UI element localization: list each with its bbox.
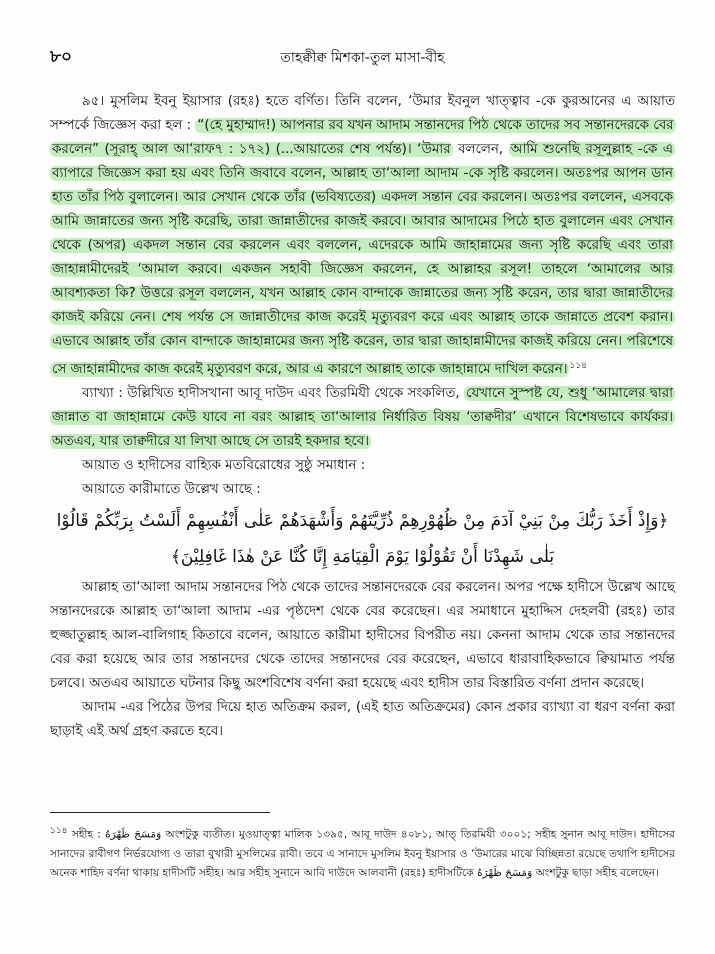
closing-paragraph: আদাম -এর পিঠের উপর দিয়ে হাত অতিক্রম করল, (এই হাত অতিক্রমের) কোন প্রকার ব্যাখ্যা বা ধরণ বর্ণনা করা ছাড়াই এই অর্থ গ্রহণ করতে হবে। (50, 700, 675, 740)
page-number: ৮০ (50, 47, 73, 67)
explanation-paragraph (50, 382, 675, 454)
verse-intro: আয়াতে কারীমাতে উল্লেখ আছে : (82, 482, 261, 498)
book-title: তাহক্বীক্ব মিশকা-তুল মাসা-বীহ (280, 50, 445, 66)
footnote-divider (50, 812, 270, 813)
resolution-paragraph: আল্লাহ তা‘আলা আদাম সন্তানদের পিঠ থেকে তাদের সন্তানদেরকে বের করলেন। অপর পক্ষে হাদীসে উল্লেখ আছে সন্তানদেরকে আল্লাহ তা‘আলা আদাম -এর পৃষ্ঠদেশ থেকে বের করেছেন। এর সমাধানে মুহাদ্দিস দেহলবী (রহঃ) তার হুজ্জাতুল্লাহ আল-বালিগাহ কিতাবে বলেন, আয়াতে কারীমা হাদীসের বিপরীত নয়। কেননা আদাম থেকে তার সন্তানদের বের করা হয়েছে আর তার সন্তানদের থেকে তাদের সন্তানদের বের করেছেন, এভাবে ধারাবাহিকভাবে ক্বিয়ামাত পর্যন্ত চলবে। অতএব আয়াতে ঘটনার কিছু অংশবিশেষ বর্ণনা করা হয়েছে এবং হাদীস তার বিস্তারিত বর্ণনা প্রদান করেছে। (50, 580, 675, 692)
highlighted-quote: “(হে মুহাম্মাদ!) আপনার রব যখন আদাম সন্তানদের পিঠ থেকে তাদের সব সন্তানদেরকে বের করলেন” (সূরাহ্‌ আল আ‘রাফ৭ : ১৭২) (...আয়াতের শেষ পর্যন্ত)। ‘উমার (52, 118, 674, 157)
footnote (50, 822, 675, 883)
highlighted-hadith: আমি শুনেছি রসূলুল্লাহ -কে এ ব্যাপারে জিজ্ঞেস করা হয় এবং তিনি জবাবে বলেন, আল্লাহ তা‘আলা আদাম -কে সৃষ্টি করলেন। অতঃপর আপন ডান হাত তাঁর পিঠ বুলালেন। আর সেখান থেকে তাঁর (ভবিষ্যতের) একদল সন্তান বের করলেন। অতঃপর বললেন, এসবকে আমি জান্নাতের জন্য সৃষ্টি করেছি, তারা জান্নাতীদের কাজই করবে। আবার আদামের পিঠে হাত বুলালেন এবং সেখান থেকে (অপর) একদল সন্তান বের করলেন এবং বললেন, এদেরকে আমি জাহান্নামের জন্য সৃষ্টি করেছি এবং তারা জাহান্নামীদেরই ‘আমাল করবে। একজন সহাবী জিজ্ঞেস করলেন, হে আল্লাহর রসূল! তাহলে ‘আমালের আর আবশ্যকতা কি? উত্তরে রসূল বললেন, যখন আল্লাহ কোন বান্দাকে জান্নাতের জন্য সৃষ্টি করেন, তার দ্বারা জান্নাতীদের কাজই করিয়ে নেন। শেষ পর্যন্ত সে জান্নাতীদের কাজ করেই মৃত্যুবরণ করে এবং আল্লাহ তাকে জান্নাতে প্রবেশ করান। এভাবে আল্লাহ তাঁর কোন বান্দাকে জাহান্নামের জন্য সৃষ্টি করেন, তার দ্বারা জাহান্নামীদের কাজই করিয়ে নেন। পরিশেষে সে জাহান্নামীদের কাজ করেই মৃত্যুবরণ করে, আর এ কারণে আল্লাহ তাকে জাহান্নামে দাখিল করেন। (52, 142, 673, 378)
page-header (50, 44, 675, 72)
highlighted-explanation: যেখানে সুস্পষ্ট যে, শুধু ‘আমালের দ্বারা জান্নাত বা জাহান্নামে কেউ যাবে না বরং আল্লাহ তা‘আলার নির্ধারিত বিষয় ‘তাক্বদীর’ এখানে বিশেষভাবে কার্যকর। অতএব, যার তাক্বদীরে যা লিখা আছে সে তারই হকদার হবে। (52, 386, 673, 450)
hadith-said: বললেন, (452, 142, 509, 157)
explanation-intro: ব্যাখ্যা : উল্লিখিত হাদীসখানা আবূ দাউদ এবং তিরমিযী থেকে সংকলিত, (82, 386, 465, 402)
arabic-verse-line-1: ﴿وَإِذْ أَخَذَ رَبُّكَ مِنْ بَنِيْ آدَمَ مِنْ ظُهُوْرِهِمْ ذُرِّيَّتَهُمْ وَأَشْهَدَهُمْ عَلٰى أَنْفُسِهِمْ أَلَسْتُ بِرَبِّكُمْ قَالُوْا (56, 511, 669, 532)
footnote-number: ১১৪ (50, 826, 68, 836)
footnote-reference: ১১৪ (569, 361, 588, 371)
section-subheading: আয়াত ও হাদীসের বাহ্যিক মতবিরোধের সুষ্ঠু সমাধান : (82, 458, 366, 474)
footnote-text: সহীহ : وَمَسَحَ ظَهْرَهُ অংশটুকু ব্যতীত। মুওয়াত্ত্বা মালিক ১৩৯৫, আবূ দাউদ ৪০৮১, আত্‌ তিরমিযী ৩০০১; সহীহ সুনান আবূ দাউদ। হাদীসের সানাদের রাবীগণ নির্ভরযোগ্য ও তারা বুখারী মুসলিমের রাবী। তবে এ সানাদে মুসলিম ইবনু ইয়াসার ও ‘উমারের মাঝে বিচ্ছিন্নতা রয়েছে তথাপি হাদীসের অনেক শাহিদ বর্ণনা থাকায় হাদীসটি সহীহ। আর সহীহ সুনানে আবি দাউদে আলবানী (রহঃ) হাদীসটিকে وَمَسَحَ ظَهْرَهُ অংশটুকু ছাড়া সহীহ বলেছেন। (50, 828, 675, 879)
arabic-verse-line-2: بَلٰى شَهِدْنَا أَنْ تَقُوْلُوْا يَوْمَ الْقِيَامَةِ إِنَّا كُنَّا عَنْ هٰذَا غَافِلِيْنَ﴾ (170, 547, 555, 568)
page-body (50, 90, 675, 744)
hadith-paragraph (50, 90, 675, 382)
hadith-intro: ৯৫। মুসলিম ইবনু ইয়াসার (রহঃ) হতে বর্ণিত। তিনি বলেন, ‘উমার ইবনুল খাত্ত্বাব -কে কুরআনের এ আয়াত সম্পর্কে জিজ্ঞেস করা হল : (50, 94, 675, 133)
